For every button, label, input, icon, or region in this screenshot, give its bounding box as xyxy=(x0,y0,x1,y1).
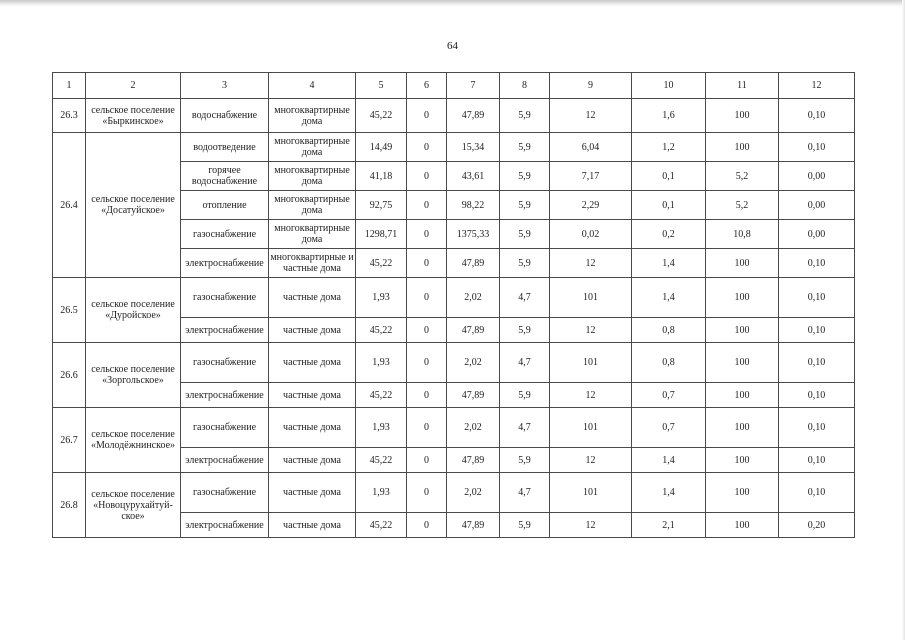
value-cell: 12 xyxy=(550,249,632,278)
value-cell: 0,2 xyxy=(632,220,706,249)
value-cell: 43,61 xyxy=(447,162,500,191)
consumer-type: частные дома xyxy=(269,278,356,318)
value-cell: 101 xyxy=(550,473,632,513)
value-cell: 0,7 xyxy=(632,383,706,408)
value-cell: 100 xyxy=(706,133,779,162)
row-id: 26.5 xyxy=(53,278,86,343)
value-cell: 1298,71 xyxy=(356,220,407,249)
header-cell: 10 xyxy=(632,73,706,99)
header-cell: 8 xyxy=(500,73,550,99)
value-cell: 100 xyxy=(706,408,779,448)
value-cell: 0,10 xyxy=(779,383,855,408)
value-cell: 45,22 xyxy=(356,448,407,473)
value-cell: 7,17 xyxy=(550,162,632,191)
consumer-type: многоквартирные дома xyxy=(269,133,356,162)
consumer-type: многоквартирные дома xyxy=(269,220,356,249)
row-id: 26.4 xyxy=(53,133,86,278)
value-cell: 100 xyxy=(706,249,779,278)
value-cell: 0,8 xyxy=(632,318,706,343)
value-cell: 0,00 xyxy=(779,220,855,249)
value-cell: 0,10 xyxy=(779,133,855,162)
service-type: электроснабжение xyxy=(181,318,269,343)
table-row xyxy=(53,473,855,513)
value-cell: 45,22 xyxy=(356,99,407,133)
value-cell: 15,34 xyxy=(447,133,500,162)
value-cell: 4,7 xyxy=(500,473,550,513)
scan-edge-shadow xyxy=(0,0,905,7)
value-cell: 0,10 xyxy=(779,408,855,448)
value-cell: 0,1 xyxy=(632,191,706,220)
table-row xyxy=(53,408,855,448)
value-cell: 0 xyxy=(407,448,447,473)
service-type: газоснабжение xyxy=(181,473,269,513)
value-cell: 0 xyxy=(407,278,447,318)
value-cell: 47,89 xyxy=(447,448,500,473)
table-row xyxy=(53,278,855,318)
consumer-type: частные дома xyxy=(269,408,356,448)
value-cell: 12 xyxy=(550,99,632,133)
value-cell: 47,89 xyxy=(447,383,500,408)
value-cell: 100 xyxy=(706,513,779,538)
value-cell: 4,7 xyxy=(500,408,550,448)
value-cell: 100 xyxy=(706,448,779,473)
value-cell: 0,10 xyxy=(779,473,855,513)
value-cell: 0,10 xyxy=(779,278,855,318)
value-cell: 0,10 xyxy=(779,448,855,473)
value-cell: 0,1 xyxy=(632,162,706,191)
service-type: электроснабжение xyxy=(181,383,269,408)
service-type: электроснабжение xyxy=(181,513,269,538)
service-type: газоснабжение xyxy=(181,278,269,318)
value-cell: 101 xyxy=(550,343,632,383)
value-cell: 92,75 xyxy=(356,191,407,220)
value-cell: 1,4 xyxy=(632,473,706,513)
row-id: 26.7 xyxy=(53,408,86,473)
header-cell: 1 xyxy=(53,73,86,99)
header-cell: 12 xyxy=(779,73,855,99)
value-cell: 2,02 xyxy=(447,473,500,513)
value-cell: 1,93 xyxy=(356,473,407,513)
value-cell: 5,9 xyxy=(500,383,550,408)
service-type: газоснабжение xyxy=(181,343,269,383)
value-cell: 5,9 xyxy=(500,318,550,343)
value-cell: 12 xyxy=(550,383,632,408)
row-id: 26.8 xyxy=(53,473,86,538)
value-cell: 2,02 xyxy=(447,278,500,318)
value-cell: 100 xyxy=(706,278,779,318)
row-id: 26.3 xyxy=(53,99,86,133)
table-row xyxy=(53,133,855,162)
value-cell: 98,22 xyxy=(447,191,500,220)
value-cell: 0,00 xyxy=(779,162,855,191)
value-cell: 47,89 xyxy=(447,513,500,538)
value-cell: 1,93 xyxy=(356,343,407,383)
value-cell: 10,8 xyxy=(706,220,779,249)
service-type: горячее водоснабжение xyxy=(181,162,269,191)
consumer-type: многоквартирные дома xyxy=(269,191,356,220)
service-type: электроснабжение xyxy=(181,448,269,473)
value-cell: 2,29 xyxy=(550,191,632,220)
value-cell: 0,10 xyxy=(779,249,855,278)
consumer-type: частные дома xyxy=(269,383,356,408)
value-cell: 100 xyxy=(706,473,779,513)
value-cell: 0,7 xyxy=(632,408,706,448)
table-row xyxy=(53,343,855,383)
header-cell: 4 xyxy=(269,73,356,99)
value-cell: 100 xyxy=(706,383,779,408)
value-cell: 0 xyxy=(407,220,447,249)
value-cell: 0 xyxy=(407,133,447,162)
header-cell: 9 xyxy=(550,73,632,99)
value-cell: 14,49 xyxy=(356,133,407,162)
value-cell: 0 xyxy=(407,408,447,448)
value-cell: 4,7 xyxy=(500,278,550,318)
value-cell: 5,9 xyxy=(500,162,550,191)
value-cell: 5,9 xyxy=(500,133,550,162)
value-cell: 1,93 xyxy=(356,408,407,448)
service-type: водоснабжение xyxy=(181,99,269,133)
header-cell: 3 xyxy=(181,73,269,99)
consumer-type: многоквартирные дома xyxy=(269,99,356,133)
consumer-type: частные дома xyxy=(269,343,356,383)
value-cell: 5,2 xyxy=(706,191,779,220)
value-cell: 0 xyxy=(407,343,447,383)
tariff-table xyxy=(52,72,855,538)
header-cell: 5 xyxy=(356,73,407,99)
value-cell: 5,9 xyxy=(500,220,550,249)
service-type: водоотведение xyxy=(181,133,269,162)
value-cell: 100 xyxy=(706,318,779,343)
value-cell: 1,4 xyxy=(632,249,706,278)
value-cell: 5,9 xyxy=(500,99,550,133)
value-cell: 0 xyxy=(407,318,447,343)
consumer-type: частные дома xyxy=(269,448,356,473)
value-cell: 2,02 xyxy=(447,408,500,448)
value-cell: 4,7 xyxy=(500,343,550,383)
settlement-name: сельское поселение «Дуройское» xyxy=(86,278,181,343)
settlement-name: сельское поселение «Быркинское» xyxy=(86,99,181,133)
service-type: газоснабжение xyxy=(181,220,269,249)
value-cell: 0 xyxy=(407,383,447,408)
consumer-type: многоквартирные и частные дома xyxy=(269,249,356,278)
table-row xyxy=(53,99,855,133)
value-cell: 1,4 xyxy=(632,278,706,318)
value-cell: 1375,33 xyxy=(447,220,500,249)
value-cell: 12 xyxy=(550,318,632,343)
value-cell: 12 xyxy=(550,513,632,538)
value-cell: 0,02 xyxy=(550,220,632,249)
header-cell: 11 xyxy=(706,73,779,99)
settlement-name: сельское поселение «Зоргольское» xyxy=(86,343,181,408)
value-cell: 6,04 xyxy=(550,133,632,162)
value-cell: 45,22 xyxy=(356,383,407,408)
value-cell: 101 xyxy=(550,408,632,448)
consumer-type: частные дома xyxy=(269,513,356,538)
value-cell: 47,89 xyxy=(447,99,500,133)
header-cell: 6 xyxy=(407,73,447,99)
value-cell: 5,9 xyxy=(500,191,550,220)
value-cell: 0 xyxy=(407,99,447,133)
value-cell: 5,9 xyxy=(500,249,550,278)
value-cell: 0 xyxy=(407,162,447,191)
page-number: 64 xyxy=(447,40,458,52)
value-cell: 0,10 xyxy=(779,318,855,343)
header-cell: 7 xyxy=(447,73,500,99)
value-cell: 1,4 xyxy=(632,448,706,473)
value-cell: 45,22 xyxy=(356,249,407,278)
service-type: газоснабжение xyxy=(181,408,269,448)
value-cell: 0,8 xyxy=(632,343,706,383)
settlement-name: сельское поселение «Новоцурухайтуй-ское» xyxy=(86,473,181,538)
value-cell: 0,20 xyxy=(779,513,855,538)
value-cell: 0 xyxy=(407,513,447,538)
service-type: отопление xyxy=(181,191,269,220)
row-id: 26.6 xyxy=(53,343,86,408)
header-cell: 2 xyxy=(86,73,181,99)
table-header-row xyxy=(53,73,855,99)
value-cell: 2,1 xyxy=(632,513,706,538)
value-cell: 101 xyxy=(550,278,632,318)
value-cell: 1,93 xyxy=(356,278,407,318)
value-cell: 0 xyxy=(407,191,447,220)
service-type: электроснабжение xyxy=(181,249,269,278)
settlement-name: сельское поселение «Досатуйское» xyxy=(86,133,181,278)
consumer-type: многоквартирные дома xyxy=(269,162,356,191)
value-cell: 47,89 xyxy=(447,318,500,343)
value-cell: 2,02 xyxy=(447,343,500,383)
value-cell: 45,22 xyxy=(356,318,407,343)
value-cell: 12 xyxy=(550,448,632,473)
value-cell: 41,18 xyxy=(356,162,407,191)
value-cell: 5,2 xyxy=(706,162,779,191)
value-cell: 100 xyxy=(706,99,779,133)
value-cell: 45,22 xyxy=(356,513,407,538)
value-cell: 1,2 xyxy=(632,133,706,162)
value-cell: 100 xyxy=(706,343,779,383)
value-cell: 5,9 xyxy=(500,448,550,473)
value-cell: 0 xyxy=(407,249,447,278)
value-cell: 0,10 xyxy=(779,99,855,133)
value-cell: 1,6 xyxy=(632,99,706,133)
consumer-type: частные дома xyxy=(269,473,356,513)
value-cell: 0,10 xyxy=(779,343,855,383)
value-cell: 0,00 xyxy=(779,191,855,220)
settlement-name: сельское поселение «Молодёжнинское» xyxy=(86,408,181,473)
value-cell: 47,89 xyxy=(447,249,500,278)
value-cell: 0 xyxy=(407,473,447,513)
consumer-type: частные дома xyxy=(269,318,356,343)
value-cell: 5,9 xyxy=(500,513,550,538)
